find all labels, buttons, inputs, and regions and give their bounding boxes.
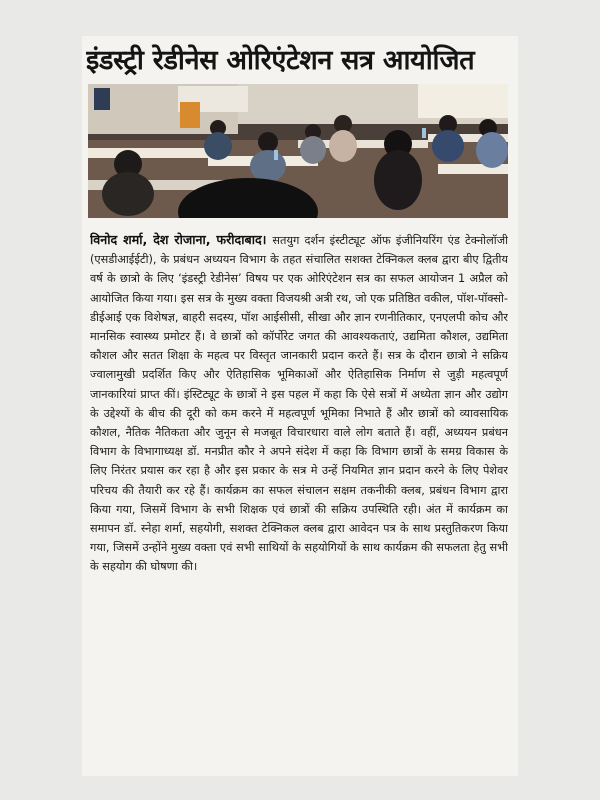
article-body <box>90 230 508 770</box>
headline: इंडस्ट्री रेडीनेस ओरिएंटेशन सत्र आयोजित <box>86 45 475 76</box>
event-photo <box>88 84 508 218</box>
byline: विनोद शर्मा, देश रोजाना, फरीदाबाद। <box>90 232 273 247</box>
article-text: सतयुग दर्शन इंस्टीट्यूट ऑफ इंजीनियरिंग एंड टेक्नोलॉजी (एसडीआईईटी), के प्रबंधन अध्ययन विभाग के तहत संचालित सशक्त टेक्निकल क्लब द्वारा बीए द्वितीय वर्ष के छात्रो के लिए ‘इंडस्ट्री रेडीनेस’ विषय पर एक ओरिएंटेशन सत्र का सफल आयोजन 1 अप्रैल को आयोजित किया गया। इस सत्र के मुख्य वक्ता विजयश्री अत्री रथ, जो एक प्रतिष्ठित वकील, पॉश-पॉक्सो-डीईआई एक विशेषज्ञ, बाहरी सदस्य, पॉश आईसीसी, सीखा और ज्ञान रणनीतिकार, एनएलपी कोच और मानसिक स्वास्थ्य प्रमोटर हैं। वे छात्रों को कॉर्पोरेट जगत की आवश्यकताएं, उद्यमिता कौशल, उद्यमिता कौशल और सतत शिक्षा के महत्व पर विस्तृत जानकारी प्रदान करते हैं। सत्र के दौरान छात्रो ने सक्रिय ज्वालामुखी प्रदर्शित किए और ऐतिहासिक भूमिकाओं और ऐतिहासिक निर्माण से जुड़ी महत्वपूर्ण जानकारियां प्राप्त कीं। इंस्टिट्यूट के छात्रों ने इस पहल में कहा कि ऐसे सत्रों में अध्येता ज्ञान और उद्योग के उद्देश्यों के बीच की दूरी को कम करने में महत्वपूर्ण भूमिका निभाते हैं और छात्रों को व्यावसायिक कौशल, नैतिक नैतिकता और जुनून से मजबूत विचारधारा वाले लोग बताते हैं। वहीं, अध्ययन प्रबंधन विभाग के विभागाध्यक्ष डॉ. मनप्रीत कौर ने अपने संदेश में कहा कि विभाग छात्रों के समग्र विकास के लिए निरंतर प्रयास कर रहा है और इस प्रकार के सत्र मे उन्हें नियमित ज्ञान प्रदान करने के लिए पेशेवर परिचय की तैयारी कर रहे हैं। कार्यक्रम का सफल संचालन सक्षम तकनीकी क्लब, प्रबंधन विभाग द्वारा किया गया, जिसमें विभाग के सभी शिक्षक एवं छात्रों की सक्रिय उपस्थिति रही। अंत में कार्यक्रम का समापन डॉ. स्नेहा शर्मा, सहयोगी, सशक्त टेक्निकल क्लब द्वारा आवेदन पत्र के साथ प्रस्तुतिकरण किया गया, जिसमें उन्होंने मुख्य वक्ता एवं सभी साथियों के सहयोगियों के साथ कार्यक्रम की सफलता हेतु सभी के सहयोग की घोषणा की। <box>90 234 508 574</box>
